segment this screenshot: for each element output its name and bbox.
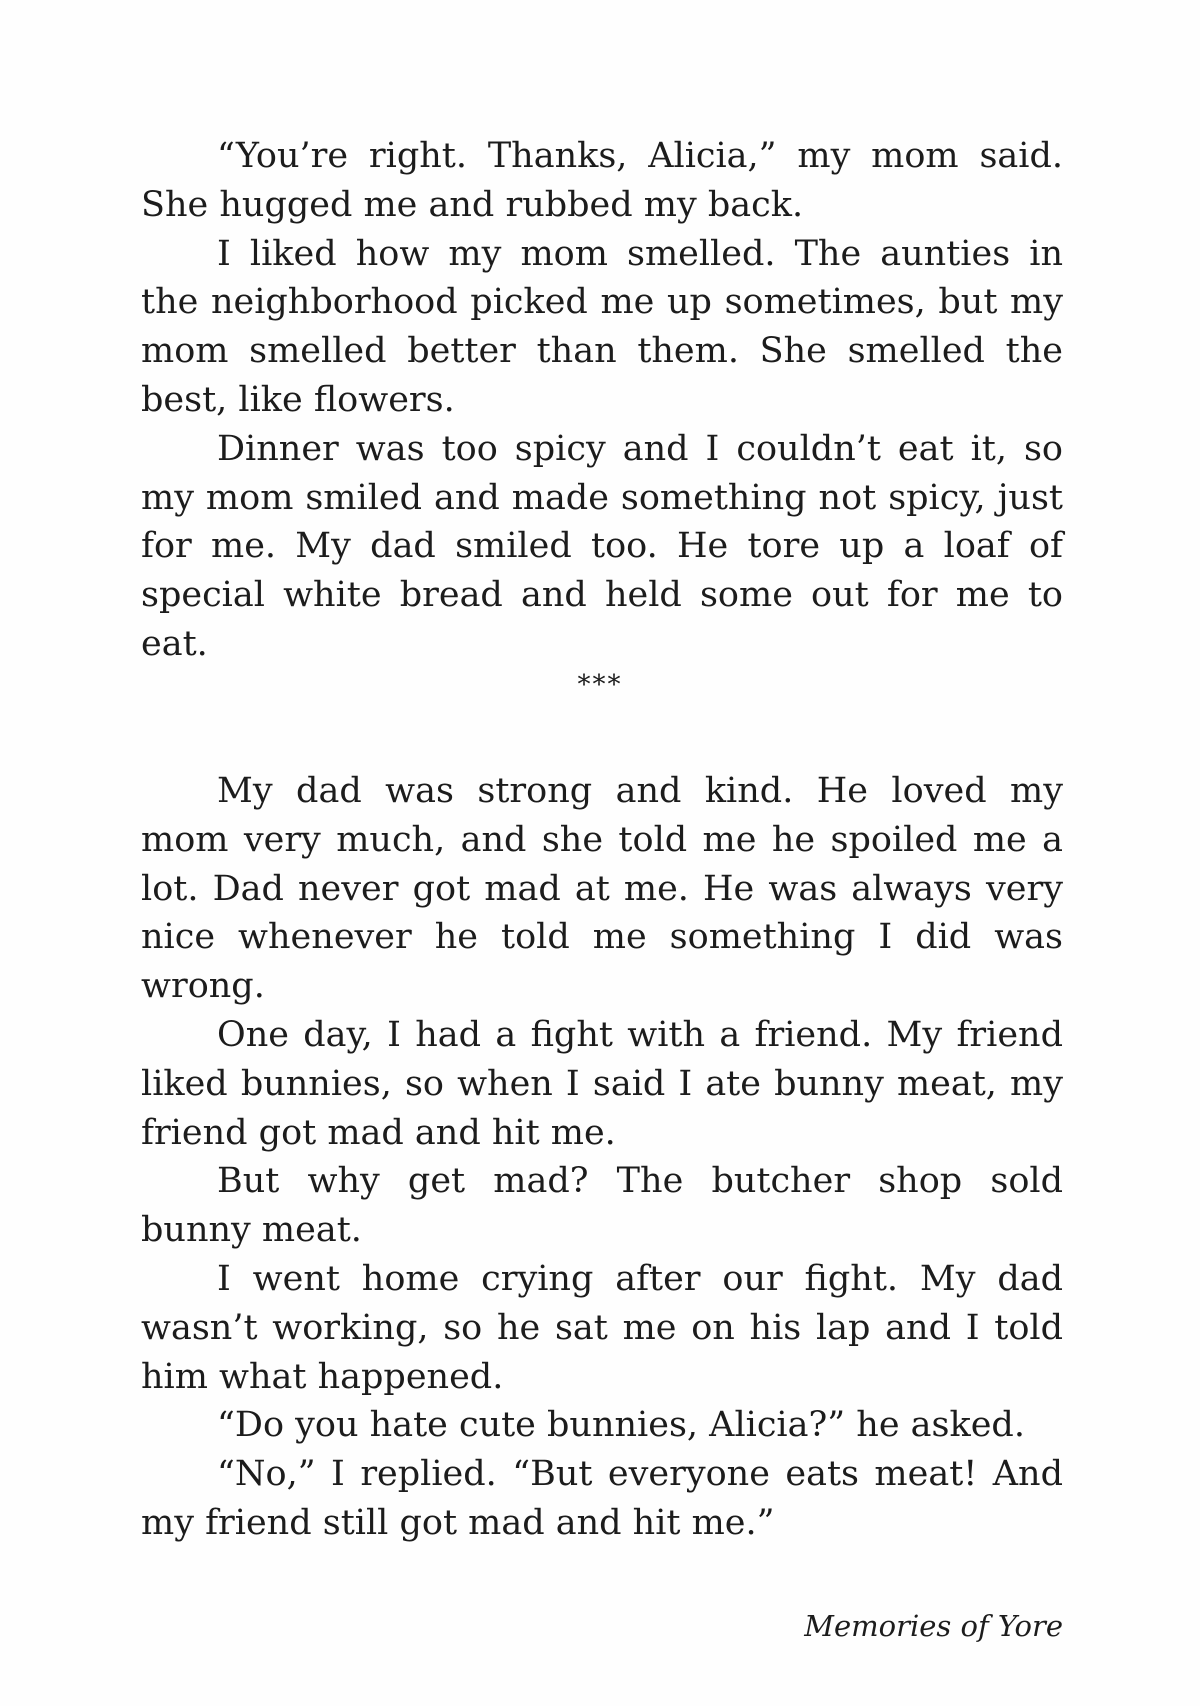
section-two-text — [141, 767, 1063, 1548]
paragraph: One day, I had a fight with a friend. My friend liked bunnies, so when I said I ate bunny meat, my friend got mad and hit me. — [141, 1014, 1063, 1153]
paragraph: “Do you hate cute bunnies, Alicia?” he asked. — [217, 1405, 1025, 1446]
paragraph: My dad was strong and kind. He loved my mom very much, and she told me he spoiled me a lot. Dad never got mad at me. He was always very nice whenever he told me something I did was wrong. — [141, 771, 1063, 1007]
paragraph: “You’re right. Thanks, Alicia,” my mom said. She hugged me and rubbed my back. — [141, 136, 1063, 225]
paragraph: But why get mad? The butcher shop sold bunny meat. — [141, 1161, 1063, 1251]
section-one-text — [141, 132, 1063, 669]
paragraph: I went home crying after our fight. My dad wasn’t working, so he sat me on his lap and I told him what happened. — [141, 1258, 1063, 1397]
paragraph: Dinner was too spicy and I couldn’t eat it, so my mom smiled and made something not spicy, just for me. My dad smiled too. He tore up a loaf of special white bread and held some out for me to eat. — [141, 428, 1063, 664]
paragraph: “No,” I replied. “But everyone eats meat! And my friend still got mad and hit me.” — [141, 1454, 1063, 1543]
scene-break: *** — [577, 670, 623, 700]
paragraph: I liked how my mom smelled. The aunties in the neighborhood picked me up sometimes, but my mom smelled better than them. She smelled the best, like flowers. — [141, 233, 1063, 420]
running-footer-title: Memories of Yore — [804, 1609, 1063, 1643]
